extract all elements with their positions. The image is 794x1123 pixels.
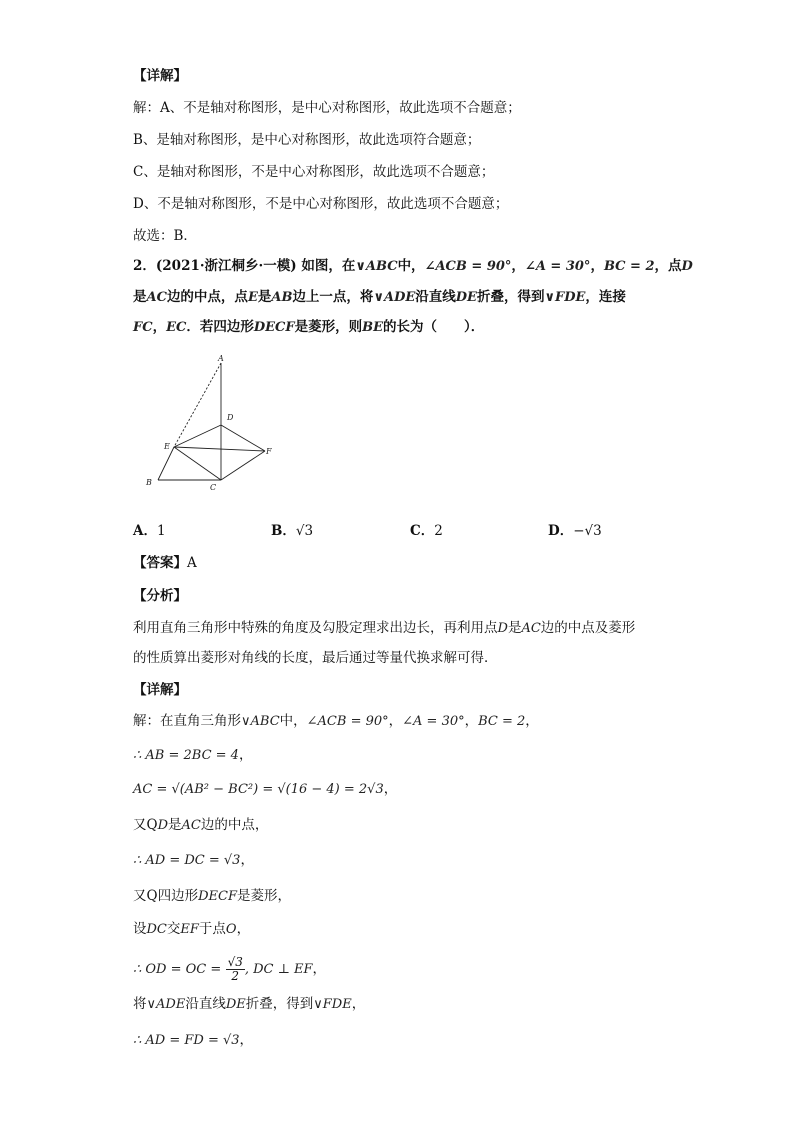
fraction: $\frac{√3}{2}$ [227, 955, 243, 983]
detail2-line-4: 又QD是AC边的中点， [133, 817, 269, 833]
option-c[interactable]: C．2 [410, 523, 443, 539]
segment-eb [158, 447, 174, 480]
detail-line-conclusion: 故选：B． [133, 228, 197, 244]
detail2-line-1: 解：在直角三角形∨ABC中，∠ACB = 90°，∠A = 30°，BC = 2， [133, 713, 539, 729]
detail2-line-2: ∴ AB = 2BC = 4， [133, 747, 253, 763]
analysis-line-1: 利用直角三角形中特殊的角度及勾股定理求出边长，再利用点D是AC边的中点及菱形 [133, 620, 636, 636]
detail-line-b: B、是轴对称图形，是中心对称图形，故此选项符合题意； [133, 132, 481, 148]
question-2-line-1: 2．(2021·浙江桐乡·一模) 如图，在∨ABC中，∠ACB = 90°，∠A = 30°，BC = 2，点D [133, 258, 693, 274]
detail2-line-5: ∴ AD = DC = √3， [133, 852, 254, 868]
detail2-line-10: ∴ AD = FD = √3， [133, 1032, 254, 1048]
detail-line-c: C、是轴对称图形，不是中心对称图形，故此选项不合题意； [133, 164, 495, 180]
label-a: A [218, 354, 224, 363]
detail-line-d: D、不是轴对称图形，不是中心对称图形，故此选项不合题意； [133, 196, 509, 212]
label-f: F [266, 447, 272, 456]
segment-ed [174, 425, 221, 447]
segment-ef [174, 447, 265, 451]
detail2-line-9: 将∨ADE沿直线DE折叠，得到∨FDE， [133, 996, 366, 1012]
analysis-line-2: 的性质算出菱形对角线的长度，最后通过等量代换求解可得． [133, 650, 498, 666]
option-d[interactable]: D．−√3 [548, 523, 602, 539]
label-b: B [146, 478, 152, 487]
label-e: E [164, 442, 170, 451]
answer-line: 【答案】A [133, 555, 197, 571]
question-2-line-3: FC，EC．若四边形DECF是菱形，则BE的长为（ ）． [133, 319, 485, 335]
segment-ae-dashed [174, 363, 221, 447]
analysis-heading: 【分析】 [133, 588, 187, 604]
option-a[interactable]: A．1 [133, 523, 166, 539]
detail-line-a: 解：A、不是轴对称图形，是中心对称图形，故此选项不合题意； [133, 100, 521, 116]
detail2-line-8: ∴ OD = OC = $\frac{√3}{2}$ , DC ⊥ EF， [133, 955, 326, 983]
question-2-line-2: 是AC边的中点，点E是AB边上一点，将∨ADE沿直线DE折叠，得到∨FDE，连接 [133, 289, 626, 305]
segment-ec [174, 447, 221, 480]
detail2-line-7: 设DC交EF于点O， [133, 921, 251, 937]
detail2-line-3: AC = √(AB² − BC²) = √(16 − 4) = 2√3， [133, 781, 398, 797]
label-c: C [210, 483, 217, 492]
label-d: D [227, 413, 234, 422]
detail2-heading: 【详解】 [133, 682, 187, 698]
segment-cf [221, 451, 265, 480]
geometry-figure [140, 350, 290, 495]
segment-df [221, 425, 265, 451]
detail-heading: 【详解】 [133, 68, 187, 84]
option-b[interactable]: B．√3 [271, 523, 314, 539]
detail2-line-6: 又Q四边形DECF是菱形， [133, 888, 291, 904]
